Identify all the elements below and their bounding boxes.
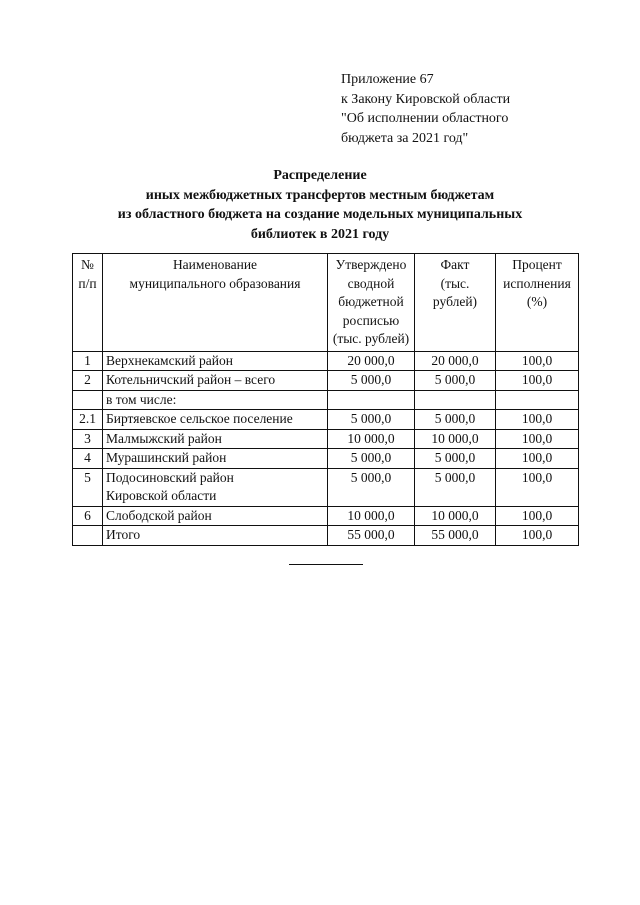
- table-row: [73, 449, 579, 469]
- cell-approved: 55 000,0: [328, 526, 415, 546]
- cell-fact: 20 000,0: [415, 351, 496, 371]
- cell-percent: 100,0: [496, 410, 579, 430]
- cell-fact: 10 000,0: [415, 429, 496, 449]
- cell-num: [73, 390, 103, 410]
- end-divider: [289, 564, 363, 565]
- cell-percent: 100,0: [496, 449, 579, 469]
- cell-name: Котельничский район – всего: [103, 371, 328, 391]
- header-percent: Процент исполнения (%): [496, 254, 579, 352]
- cell-num: 2.1: [73, 410, 103, 430]
- cell-percent: 100,0: [496, 526, 579, 546]
- cell-approved: 10 000,0: [328, 506, 415, 526]
- cell-fact: [415, 390, 496, 410]
- cell-fact: 5 000,0: [415, 410, 496, 430]
- title-line: из областного бюджета на создание модельных муниципальных: [117, 207, 523, 222]
- appendix-line: к Закону Кировской области: [341, 91, 511, 107]
- table-row: [73, 390, 579, 410]
- cell-fact: 55 000,0: [415, 526, 496, 546]
- cell-name: Верхнекамский район: [103, 351, 328, 371]
- appendix-line: бюджета за 2021 год": [341, 130, 469, 146]
- cell-name: Слободской район: [103, 506, 328, 526]
- cell-fact: 5 000,0: [415, 468, 496, 506]
- cell-approved: 5 000,0: [328, 371, 415, 391]
- cell-approved: 5 000,0: [328, 410, 415, 430]
- appendix-line: "Об исполнении областного: [341, 111, 509, 126]
- cell-percent: 100,0: [496, 429, 579, 449]
- title-line: иных межбюджетных трансфертов местным бюджетам: [145, 187, 495, 203]
- table-header-row: [73, 254, 579, 352]
- cell-percent: 100,0: [496, 351, 579, 371]
- table-body: [73, 351, 579, 545]
- cell-approved: 5 000,0: [328, 468, 415, 506]
- cell-num: 5: [73, 468, 103, 506]
- table-row: [73, 429, 579, 449]
- cell-approved: 5 000,0: [328, 449, 415, 469]
- cell-name: Мурашинский район: [103, 449, 328, 469]
- cell-approved: 20 000,0: [328, 351, 415, 371]
- cell-num: 6: [73, 506, 103, 526]
- table-row: [73, 410, 579, 430]
- transfers-table: [72, 253, 579, 546]
- cell-percent: [496, 390, 579, 410]
- cell-fact: 5 000,0: [415, 449, 496, 469]
- cell-num: 2: [73, 371, 103, 391]
- cell-name: в том числе:: [103, 390, 328, 410]
- table-row: [73, 371, 579, 391]
- table-row: [73, 468, 579, 506]
- cell-num: [73, 526, 103, 546]
- cell-fact: 5 000,0: [415, 371, 496, 391]
- cell-num: 1: [73, 351, 103, 371]
- cell-name: Итого: [103, 526, 328, 546]
- cell-num: 3: [73, 429, 103, 449]
- header-num: № п/п: [73, 254, 103, 352]
- appendix-line: Приложение 67: [341, 72, 434, 87]
- cell-name: Биртяевское сельское поселение: [103, 410, 328, 430]
- header-fact: Факт (тыс. рублей): [415, 254, 496, 352]
- cell-approved: 10 000,0: [328, 429, 415, 449]
- cell-fact: 10 000,0: [415, 506, 496, 526]
- title-line: библиотек в 2021 году: [250, 226, 390, 242]
- table-row: [73, 506, 579, 526]
- cell-percent: 100,0: [496, 371, 579, 391]
- table-row: [73, 351, 579, 371]
- appendix-caption: [341, 70, 631, 148]
- header-name: Наименование муниципального образования: [103, 254, 328, 352]
- cell-name: Подосиновский район Кировской области: [103, 468, 328, 506]
- cell-name: Малмыжский район: [103, 429, 328, 449]
- header-approved: Утверждено сводной бюджетной росписью (тыс. рублей): [328, 254, 415, 352]
- cell-percent: 100,0: [496, 468, 579, 506]
- title-line: Распределение: [273, 168, 367, 183]
- cell-approved: [328, 390, 415, 410]
- document-title: [0, 166, 640, 244]
- table-row: [73, 526, 579, 546]
- cell-percent: 100,0: [496, 506, 579, 526]
- cell-num: 4: [73, 449, 103, 469]
